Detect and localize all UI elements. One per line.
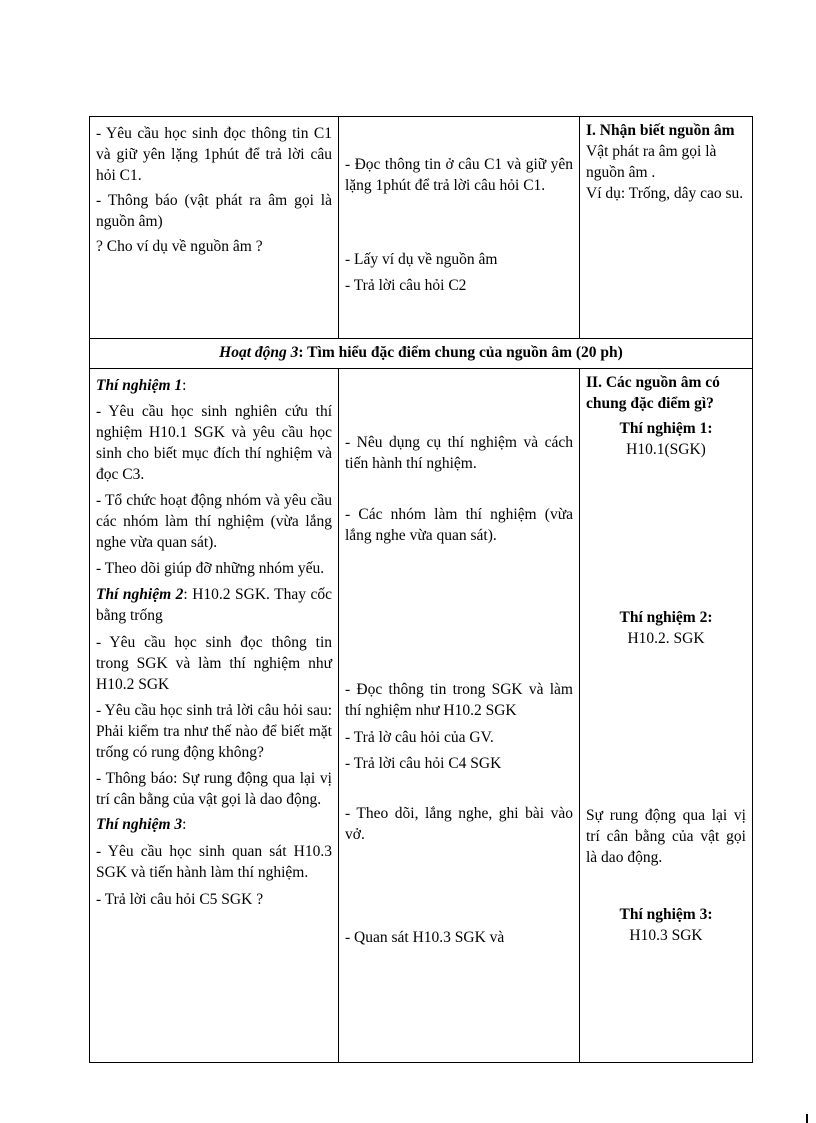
- table-row: [90, 117, 753, 339]
- content-cell: [580, 369, 753, 1063]
- teacher-step: - Tổ chức hoạt động nhóm và yêu cầu các nhóm làm thí nghiệm (vừa lắng nghe vừa quan sát).: [96, 492, 332, 551]
- student-step: - Trả lời câu hỏi C2: [345, 277, 467, 294]
- activity-title: Tìm hiểu đặc điểm chung của nguồn âm (20 ph): [307, 344, 623, 361]
- experiment-heading: Thí nghiệm 1:: [96, 377, 187, 394]
- student-step: - Trả lờ câu hỏi của GV.: [345, 729, 494, 746]
- activity-sep: :: [298, 344, 308, 361]
- teacher-step: - Thông báo: Sự rung động qua lại vị trí cân bằng của vật gọi là dao động.: [96, 770, 332, 808]
- experiment-heading: Thí nghiệm 3:: [96, 816, 187, 833]
- student-step: - Theo dõi, lắng nghe, ghi bài vào vở.: [345, 805, 573, 843]
- teacher-step: - Yêu cầu học sinh đọc thông tin trong SGK và làm thí nghiệm như H10.2 SGK: [96, 634, 332, 693]
- lesson-table: [89, 116, 753, 1063]
- page-edge-mark: [806, 1114, 808, 1123]
- experiment-label: Thí nghiệm 3:: [619, 906, 713, 923]
- teacher-activity-cell: [90, 369, 339, 1063]
- table-row: [90, 369, 753, 1063]
- teacher-step: - Yêu cầu học sinh đọc thông tin C1 và giữ yên lặng 1phút để trả lời câu hỏi C1.: [96, 125, 332, 184]
- teacher-step: - Trả lời câu hỏi C5 SGK ?: [96, 891, 264, 908]
- student-step: - Đọc thông tin trong SGK và làm thí nghiệm như H10.2 SGK: [345, 681, 573, 719]
- student-step: - Quan sát H10.3 SGK và: [345, 929, 505, 946]
- student-step: - Trả lời câu hỏi C4 SGK: [345, 755, 502, 772]
- student-activity-cell: [339, 369, 580, 1063]
- student-step: - Nêu dụng cụ thí nghiệm và cách tiến hành thí nghiệm.: [345, 434, 573, 472]
- section-heading: I. Nhận biết nguồn âm: [586, 122, 735, 139]
- activity-header-row: [90, 339, 753, 369]
- experiment-heading: Thí nghiệm 2: H10.2 SGK. Thay cốc bằng trống: [96, 586, 332, 624]
- activity-label: Hoạt động 3: [219, 344, 299, 361]
- teacher-activity-cell: [90, 117, 339, 339]
- experiment-ref: H10.2. SGK: [627, 630, 705, 647]
- teacher-step: - Yêu cầu học sinh quan sát H10.3 SGK và tiến hành làm thí nghiệm.: [96, 843, 332, 881]
- activity-header: [90, 339, 753, 369]
- student-activity-cell: [339, 117, 580, 339]
- experiment-label: Thí nghiệm 2:: [619, 609, 713, 626]
- teacher-step: - Theo dõi giúp đỡ những nhóm yếu.: [96, 560, 325, 577]
- teacher-question: ? Cho ví dụ về nguồn âm ?: [96, 238, 263, 255]
- experiment-label: Thí nghiệm 1:: [619, 420, 713, 437]
- student-step: - Đọc thông tin ở câu C1 và giữ yên lặng 1phút để trả lời câu hỏi C1.: [345, 156, 573, 194]
- experiment-ref: H10.1(SGK): [626, 441, 706, 458]
- teacher-step: - Yêu cầu học sinh trả lời câu hỏi sau: Phải kiểm tra như thế nào để biết mặt trống có rung động không?: [96, 702, 332, 761]
- content-line: Vật phát ra âm gọi là nguồn âm .: [586, 143, 717, 181]
- student-step: - Các nhóm làm thí nghiệm (vừa lắng nghe vừa quan sát).: [345, 506, 573, 544]
- section-heading: II. Các nguồn âm có chung đặc điểm gì?: [586, 374, 720, 412]
- teacher-step: - Thông báo (vật phát ra âm gọi là nguồn âm): [96, 192, 332, 230]
- definition-text: Sự rung động qua lại vị trí cân bằng của vật gọi là dao động.: [586, 807, 746, 866]
- content-line: Ví dụ: Trống, dây cao su.: [586, 185, 744, 202]
- teacher-step: - Yêu cầu học sinh nghiên cứu thí nghiệm H10.1 SGK và yêu cầu học sinh cho biết mục đích thí nghiệm và đọc C3.: [96, 403, 332, 483]
- experiment-ref: H10.3 SGK: [629, 927, 703, 944]
- content-cell: [580, 117, 753, 339]
- student-step: - Lấy ví dụ về nguồn âm: [345, 251, 498, 268]
